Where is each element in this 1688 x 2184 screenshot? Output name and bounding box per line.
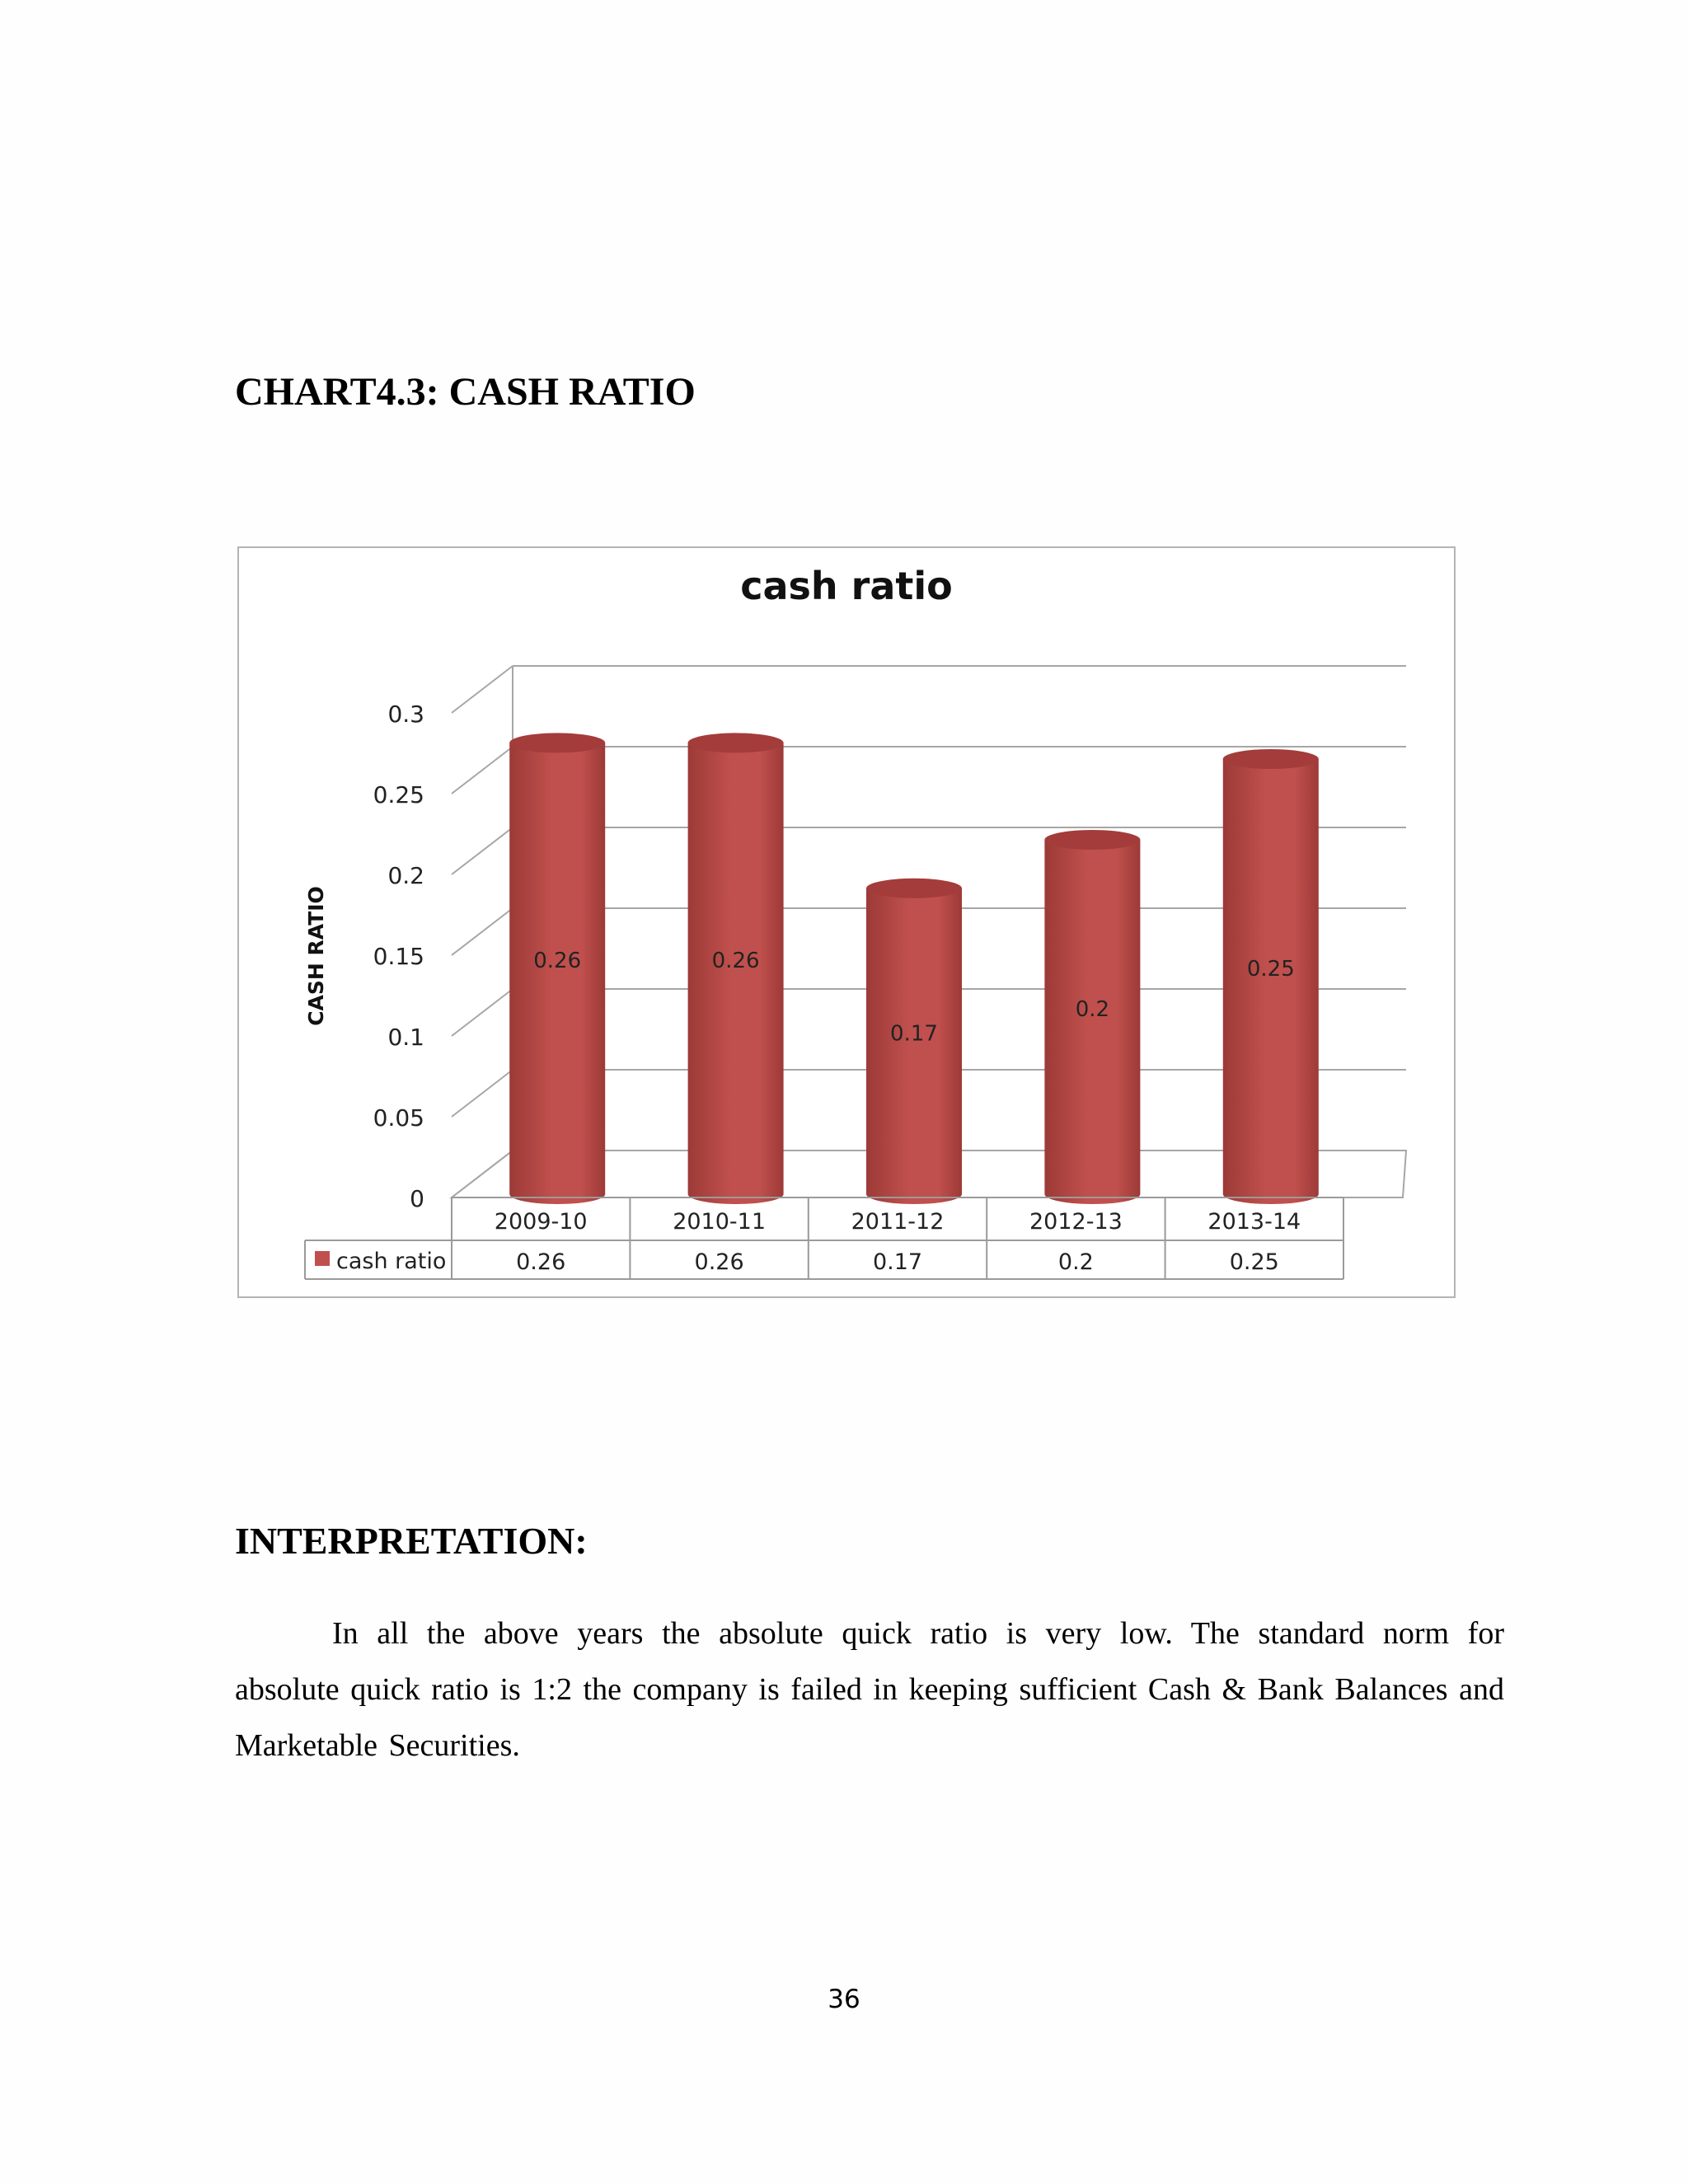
bar-top — [866, 879, 962, 898]
interpretation-paragraph: In all the above years the absolute quick ratio is very low. The standard norm for absolute quick ratio is 1:2 the company is failed in keeping sufficient Cash & Bank Balances and Marketable Securities. — [235, 1616, 1504, 1763]
y-axis-label: CASH RATIO — [304, 886, 328, 1026]
y-tick-label: 0.1 — [387, 1024, 424, 1051]
category-label: 2010-11 — [673, 1209, 767, 1235]
table-value: 0.17 — [872, 1249, 923, 1275]
data-label: 0.2 — [1075, 997, 1110, 1022]
side-gridline — [452, 827, 513, 874]
table-value: 0.26 — [694, 1249, 744, 1275]
category-label: 2012-13 — [1029, 1209, 1123, 1235]
side-gridline — [452, 908, 513, 955]
y-tick-label: 0.3 — [387, 701, 424, 728]
side-gridline — [452, 666, 513, 713]
bar-cylinder — [1044, 840, 1140, 1204]
table-value: 0.26 — [516, 1249, 566, 1275]
data-label: 0.25 — [1246, 957, 1295, 982]
y-tick-label: 0.15 — [373, 943, 424, 970]
y-tick-label: 0.25 — [373, 781, 424, 808]
y-tick-label: 0.05 — [373, 1104, 424, 1132]
bar-top — [1044, 830, 1140, 850]
category-label: 2013-14 — [1207, 1209, 1301, 1235]
chart-frame — [237, 546, 1456, 1298]
category-label: 2009-10 — [494, 1209, 588, 1235]
bar-cylinder — [1223, 759, 1319, 1204]
bar-top — [688, 733, 784, 752]
bar-top — [1223, 749, 1319, 769]
y-tick-label: 0 — [410, 1185, 424, 1212]
side-gridline — [452, 989, 513, 1036]
category-label: 2011-12 — [851, 1209, 945, 1235]
side-gridline — [452, 1070, 513, 1117]
interpretation-heading: INTERPRETATION: — [235, 1520, 588, 1562]
bar-top — [509, 733, 605, 752]
data-label: 0.17 — [890, 1021, 938, 1047]
legend-swatch — [315, 1251, 330, 1266]
table-value: 0.25 — [1229, 1249, 1279, 1275]
chart-heading: CHART4.3: CASH RATIO — [235, 370, 696, 414]
y-tick-label: 0.2 — [387, 862, 424, 889]
page-number: 36 — [828, 1985, 860, 2014]
data-label: 0.26 — [711, 949, 760, 974]
legend-label: cash ratio — [336, 1249, 447, 1274]
chart-title: cash ratio — [740, 564, 953, 608]
data-label: 0.26 — [533, 949, 582, 974]
side-gridline — [452, 747, 513, 794]
cash-ratio-chart — [239, 548, 1454, 1296]
table-value: 0.2 — [1057, 1249, 1094, 1275]
